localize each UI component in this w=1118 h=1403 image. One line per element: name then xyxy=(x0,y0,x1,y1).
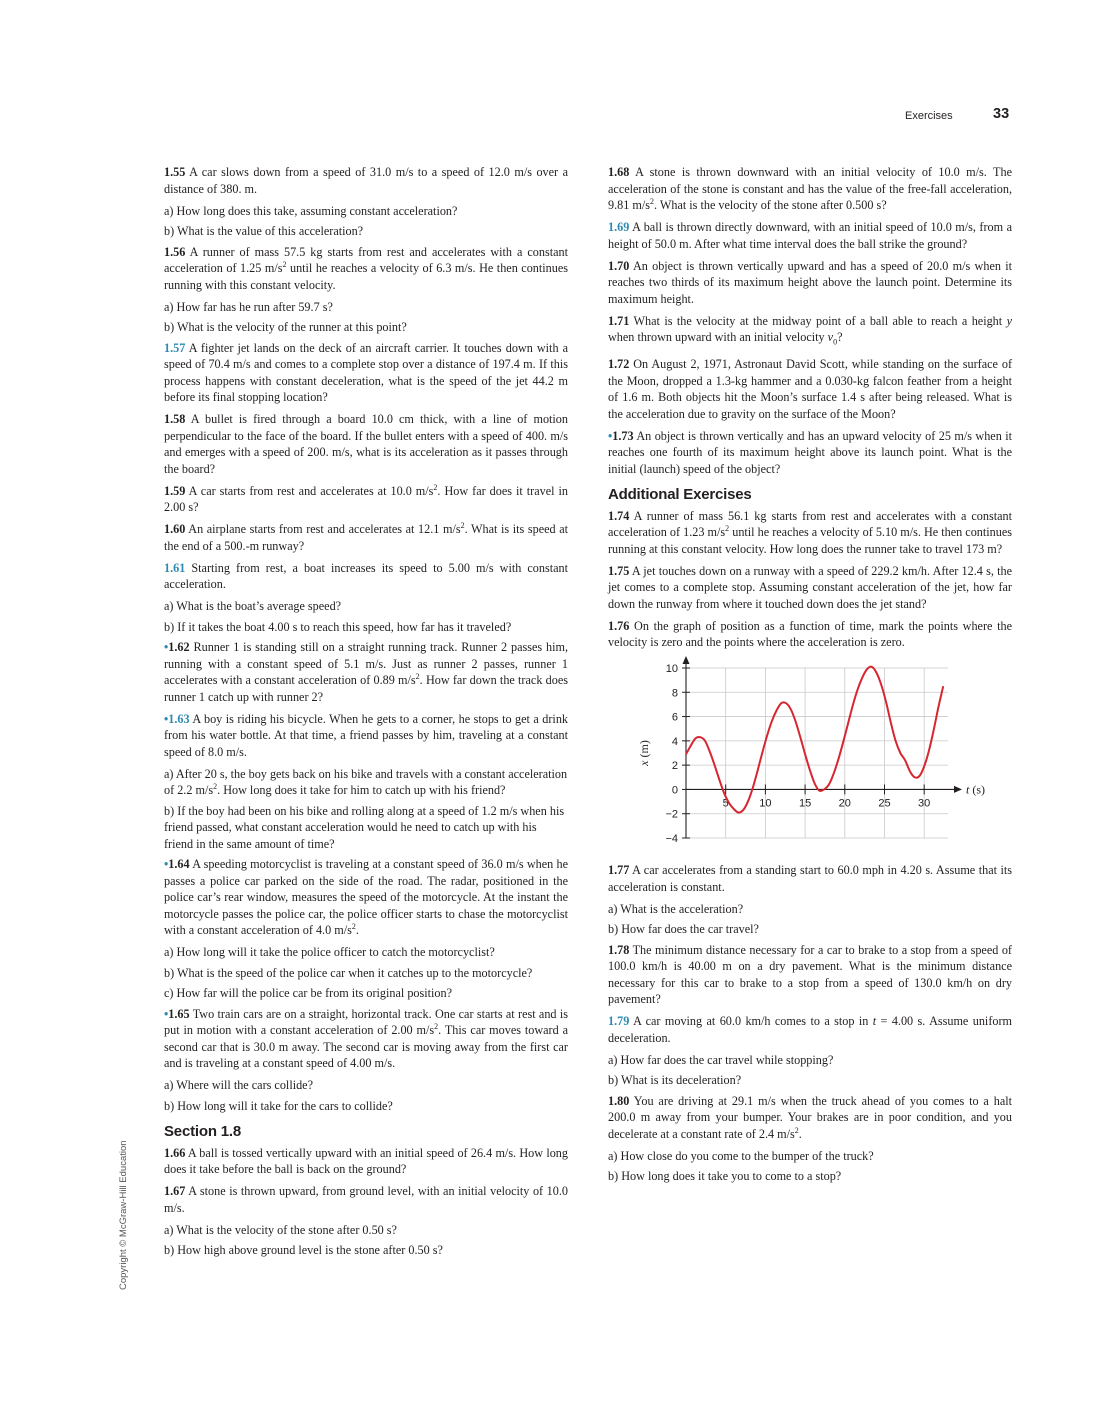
problem-text: A car accelerates from a standing start to 60.0 mph in 4.20 s. Assume that its acceleration is constant. xyxy=(608,863,1013,894)
problem-number: 1.64 xyxy=(168,857,190,871)
problem-text: until he reaches a velocity of 5.10 m/s. He then continues running at this constant velocity. How long does the runner take to travel 173 m? xyxy=(608,525,1012,556)
subscript: 0 xyxy=(833,337,838,347)
problem-number: 1.57 xyxy=(164,340,186,355)
section-heading: Additional Exercises xyxy=(608,486,752,504)
problem-1-72 xyxy=(608,356,1012,422)
left-column xyxy=(164,164,568,1263)
problem-1-79 xyxy=(608,1013,1012,1046)
subquestion: a) Where will the cars collide? xyxy=(164,1078,313,1092)
problem-1-60 xyxy=(164,521,568,554)
x-tick-label: 20 xyxy=(838,797,851,810)
problem-text: A ball is thrown directly downward, with an initial speed of 10.0 m/s, from a height of 50.0 m. After what time interval does the ball strike the ground? xyxy=(608,220,1012,251)
problem-number: 1.65 xyxy=(168,1006,190,1021)
problem-number: 1.73 xyxy=(612,428,634,443)
difficulty-bullet: • xyxy=(164,1006,169,1021)
subquestion: b) What is the value of this acceleration? xyxy=(164,224,364,238)
y-tick-label: 8 xyxy=(671,687,678,700)
problem-number: 1.70 xyxy=(608,258,630,273)
y-tick-label: 2 xyxy=(671,760,678,773)
superscript: 2 xyxy=(649,196,654,206)
problem-text: A jet touches down on a runway with a speed of 229.2 km/h. After 12.4 s, the jet comes to a complete stop. Assuming constant acceleration of the jet, how far down the runway from where it touched down does the jet stand? xyxy=(608,563,1013,611)
superscript: 2 xyxy=(415,671,420,681)
problem-text: Runner 1 is standing still on a straight running track. Runner 2 passes him, running with a constant speed of 5.1 m/s. Just as runner 2 passes, runner 1 accelerates with a constant acceleration of 0.89 m/s xyxy=(164,640,569,687)
subquestion: a) What is the boat’s average speed? xyxy=(164,599,342,613)
problem-text: when thrown upward with an initial velocity xyxy=(608,330,828,344)
y-tick-label: −4 xyxy=(665,833,678,846)
problem-number: 1.67 xyxy=(164,1184,186,1198)
subquestion: a) How long does this take, assuming constant acceleration? xyxy=(164,203,458,218)
x-axis-arrow xyxy=(954,786,962,793)
problem-number: 1.62 xyxy=(168,640,190,654)
problem-text: A speeding motorcyclist is traveling at a constant speed of 36.0 m/s when he passes a police car parked on the side of the road. The radar, positioned in the police car’s rear window, measures the speed of the motorcycle. At the instant the motorcycle passes the police car, the police officer starts to chase the motorcyclist with a constant acceleration of 4.0 m/s xyxy=(164,857,568,937)
subquestion: a) How far has he run after 59.7 s? xyxy=(164,299,333,314)
problem-number: 1.69 xyxy=(608,220,630,234)
problem-text: Starting from rest, a boat increases its speed to 5.00 m/s with constant acceleration. xyxy=(164,560,568,591)
difficulty-bullet: • xyxy=(164,711,169,726)
problem-1-75 xyxy=(608,563,1012,613)
problem-1-68 xyxy=(608,164,1012,214)
y-tick-label: 0 xyxy=(671,784,678,797)
superscript: 2 xyxy=(433,482,438,492)
superscript: 2 xyxy=(460,520,465,530)
subquestion-text: a) After 20 s, the boy gets back on his bike and travels with a constant acceleration of 2.2 m/s xyxy=(164,766,568,797)
problem-text: A bullet is fired through a board 10.0 cm thick, with a line of motion perpendicular to the face of the board. If the bullet enters with a speed of 400. m/s and emerges with a speed of 200. m/s, what is its acceleration as it passes through the board? xyxy=(164,412,568,476)
problem-1-66 xyxy=(164,1145,568,1178)
problem-text: . How far does it travel in 2.00 s? xyxy=(164,483,569,514)
difficulty-bullet: • xyxy=(164,640,169,654)
y-axis-arrow xyxy=(683,656,690,664)
position-time-graph xyxy=(608,656,1012,856)
problem-1-64 xyxy=(164,856,568,939)
superscript: 2 xyxy=(434,1021,439,1031)
problem-text: . What is its speed at the end of a 500.-m runway? xyxy=(164,522,568,553)
problem-1-74 xyxy=(608,508,1012,558)
subquestion: b) If the boy had been on his bike and rolling along at a speed of 1.2 m/s when his friend passed, what constant acceleration would he need to catch up with his friend in the same amount of time? xyxy=(164,803,565,851)
problem-1-65 xyxy=(164,1006,568,1072)
problem-text: A car moving at 60.0 km/h comes to a stop in xyxy=(633,1014,873,1029)
subquestion-text: . How long does it take for him to catch up with his friend? xyxy=(217,783,506,797)
problem-1-80 xyxy=(608,1093,1012,1143)
problem-text: . xyxy=(355,923,359,937)
problem-1-69 xyxy=(608,219,1012,252)
subquestion: b) If it takes the boat 4.00 s to reach this speed, how far has it traveled? xyxy=(164,619,512,634)
subquestion: b) How far does the car travel? xyxy=(608,922,759,937)
difficulty-bullet: • xyxy=(608,428,613,443)
subquestion: b) What is the velocity of the runner at this point? xyxy=(164,320,407,334)
subquestion: a) How close do you come to the bumper of the truck? xyxy=(608,1148,874,1163)
problem-text: until he reaches a velocity of 6.3 m/s. He then continues running with this constant velocity. xyxy=(164,261,568,292)
difficulty-bullet: • xyxy=(164,857,169,871)
problem-1-61 xyxy=(164,560,568,593)
problem-text: ? xyxy=(837,330,843,344)
subquestion: b) What is its deceleration? xyxy=(608,1073,742,1088)
problem-number: 1.74 xyxy=(608,508,630,523)
subquestion: a) How long will it take the police officer to catch the motorcyclist? xyxy=(164,945,495,959)
problem-number: 1.59 xyxy=(164,483,186,498)
problem-1-78 xyxy=(608,942,1012,1008)
problem-1-55 xyxy=(164,164,568,197)
subquestion: b) What is the speed of the police car when it catches up to the motorcycle? xyxy=(164,965,533,980)
problem-1-67 xyxy=(164,1183,568,1216)
problem-text: A runner of mass 56.1 kg starts from rest and accelerates with a constant acceleration of 1.23 m/s xyxy=(608,508,1012,540)
subquestion: c) How far will the police car be from its original position? xyxy=(164,986,453,1000)
y-tick-label: −2 xyxy=(665,809,678,822)
problem-text: You are driving at 29.1 m/s when the truck ahead of you comes to a halt 200.0 m away from your bumper. Your brakes are in poor condition, and you decelerate at a constant rate of 2.4 m/s xyxy=(608,1093,1012,1141)
problem-number: 1.71 xyxy=(608,313,630,328)
subquestion: a) How far does the car travel while stopping? xyxy=(608,1052,834,1067)
problem-1-73 xyxy=(608,428,1012,478)
problem-text: A fighter jet lands on the deck of an aircraft carrier. It touches down with a speed of 70.4 m/s and comes to a complete stop over a distance of 197.4 m. If this process happens with constant deceleration, what is the speed of the jet 44.2 m before its final stopping location? xyxy=(164,340,569,404)
superscript: 2 xyxy=(351,921,356,931)
subquestion: a) What is the acceleration? xyxy=(608,901,744,916)
y-axis-unit: (m) xyxy=(637,740,651,761)
problem-1-59 xyxy=(164,483,568,516)
variable: y xyxy=(1006,313,1012,328)
problem-1-71 xyxy=(608,313,1012,351)
copyright-notice: Copyright © McGraw-Hill Education xyxy=(118,1140,129,1290)
problem-1-77 xyxy=(608,862,1012,895)
section-heading: Section 1.8 xyxy=(164,1123,241,1140)
problem-1-63 xyxy=(164,711,568,761)
page-number: 33 xyxy=(993,106,1010,122)
running-head: Exercises xyxy=(905,110,953,122)
problem-number: 1.55 xyxy=(164,165,186,179)
superscript: 2 xyxy=(282,259,287,269)
problem-number: 1.66 xyxy=(164,1145,186,1160)
page-header xyxy=(0,106,1118,126)
problem-number: 1.77 xyxy=(608,863,630,878)
problem-text: = 4.00 s. Assume uniform deceleration. xyxy=(608,1014,1013,1045)
variable: v xyxy=(827,330,834,344)
problem-text: A stone is thrown upward, from ground level, with an initial velocity of 10.0 m/s. xyxy=(164,1184,569,1215)
y-axis-variable: x xyxy=(637,760,651,767)
problem-number: 1.61 xyxy=(164,560,186,575)
series-line xyxy=(686,667,943,813)
problem-1-58 xyxy=(164,411,568,477)
subquestion: a) What is the velocity of the stone after 0.50 s? xyxy=(164,1222,397,1237)
problem-1-62 xyxy=(164,639,568,705)
subquestion: b) How long does it take you to come to a stop? xyxy=(608,1169,842,1184)
problem-text: . How far down the track does runner 1 catch up with runner 2? xyxy=(164,673,568,704)
problem-text: . What is the velocity of the stone after 0.500 s? xyxy=(653,198,887,212)
y-axis-label xyxy=(637,741,651,768)
problem-text: A runner of mass 57.5 kg starts from rest and accelerates with a constant acceleration of 1.25 m/s xyxy=(164,244,568,275)
subquestion xyxy=(164,766,568,799)
x-tick-label: 15 xyxy=(798,797,812,810)
problem-number: 1.63 xyxy=(168,711,190,726)
y-tick-label: 6 xyxy=(671,712,678,725)
superscript: 2 xyxy=(725,524,730,534)
x-axis-unit: (s) xyxy=(969,782,986,797)
problem-number: 1.76 xyxy=(608,618,630,633)
problem-text: A stone is thrown downward with an initial velocity of 10.0 m/s. The acceleration of the stone is constant and has the value of the free-fall acceleration, 9.81 m/s xyxy=(608,165,1012,212)
variable: t xyxy=(872,1014,877,1029)
superscript: 2 xyxy=(794,1125,799,1135)
x-tick-label: 10 xyxy=(759,797,772,810)
problem-1-70 xyxy=(608,258,1012,308)
x-axis-label xyxy=(966,783,985,797)
problem-text: . This car moves toward a second car that is 30.0 m away. The second car is moving away from the first car and is traveling at a constant speed of 4.00 m/s. xyxy=(164,1023,568,1070)
superscript: 2 xyxy=(213,781,218,791)
problem-number: 1.56 xyxy=(164,244,186,259)
x-tick-label: 25 xyxy=(878,797,891,810)
problem-1-76 xyxy=(608,618,1012,651)
problem-text: On August 2, 1971, Astronaut David Scott, while standing on the surface of the Moon, dropped a 1.3-kg hammer and a 0.030-kg falcon feather from a height of 1.6 m. Both objects hit the Moon’s surface 1.4 s after being released. What is the acceleration due to gravity on the surface of the Moon? xyxy=(608,357,1013,421)
problem-number: 1.75 xyxy=(608,563,630,578)
problem-text: What is the velocity at the midway point of a ball able to reach a height xyxy=(633,313,1007,328)
problem-text: The minimum distance necessary for a car to brake to a stop from a speed of 100.0 km/h is 40.00 m on a dry pavement. What is the minimum distance necessary for this car to brake to a stop from a speed of 130.0 km/h on dry pavement? xyxy=(608,942,1012,1007)
subquestion: b) How high above ground level is the stone after 0.50 s? xyxy=(164,1243,443,1257)
y-tick-label: 10 xyxy=(665,663,678,676)
problem-text: An object is thrown vertically and has an upward velocity of 25 m/s when it reaches one fourth of its maximum height above its launch point. What is the initial (launch) speed of the object? xyxy=(608,428,1013,476)
problem-text: A ball is tossed vertically upward with an initial speed of 26.4 m/s. How long does it take before the ball is back on the ground? xyxy=(164,1145,568,1176)
problem-number: 1.80 xyxy=(608,1093,630,1108)
x-tick-label: 30 xyxy=(918,797,931,810)
x-tick-label: 5 xyxy=(722,797,729,810)
problem-text: An object is thrown vertically upward and has a speed of 20.0 m/s when it reaches two thirds of its maximum height above the launch point. Determine its maximum height. xyxy=(608,258,1012,306)
problem-text: . xyxy=(798,1126,802,1141)
problem-text: A boy is riding his bicycle. When he gets to a corner, he stops to get a drink from his water bottle. At that time, a friend passes by him, traveling at a constant speed of 8.0 m/s. xyxy=(164,711,569,759)
problem-number: 1.78 xyxy=(608,942,630,957)
chart-svg xyxy=(608,656,1012,856)
y-tick-label: 4 xyxy=(671,736,678,749)
problem-text: A car starts from rest and accelerates at 10.0 m/s xyxy=(188,483,434,498)
problem-number: 1.68 xyxy=(608,165,630,179)
x-axis-variable: t xyxy=(966,782,970,797)
subquestion: b) How long will it take for the cars to collide? xyxy=(164,1098,393,1113)
problem-text: An airplane starts from rest and accelerates at 12.1 m/s xyxy=(188,522,461,536)
problem-text: A car slows down from a speed of 31.0 m/s to a speed of 12.0 m/s over a distance of 380. m. xyxy=(164,165,569,196)
problem-text: Two train cars are on a straight, horizontal track. One car starts at rest and is put in motion with a constant acceleration of 2.00 m/s xyxy=(164,1006,568,1037)
problem-text: On the graph of position as a function of time, mark the points where the velocity is zero and the points where the acceleration is zero. xyxy=(608,618,1012,650)
problem-1-57 xyxy=(164,340,568,406)
problem-number: 1.72 xyxy=(608,357,630,372)
problem-number: 1.58 xyxy=(164,412,186,426)
problem-1-56 xyxy=(164,244,568,294)
problem-number: 1.60 xyxy=(164,522,186,536)
problem-number: 1.79 xyxy=(608,1014,630,1029)
right-column xyxy=(608,164,1012,1189)
